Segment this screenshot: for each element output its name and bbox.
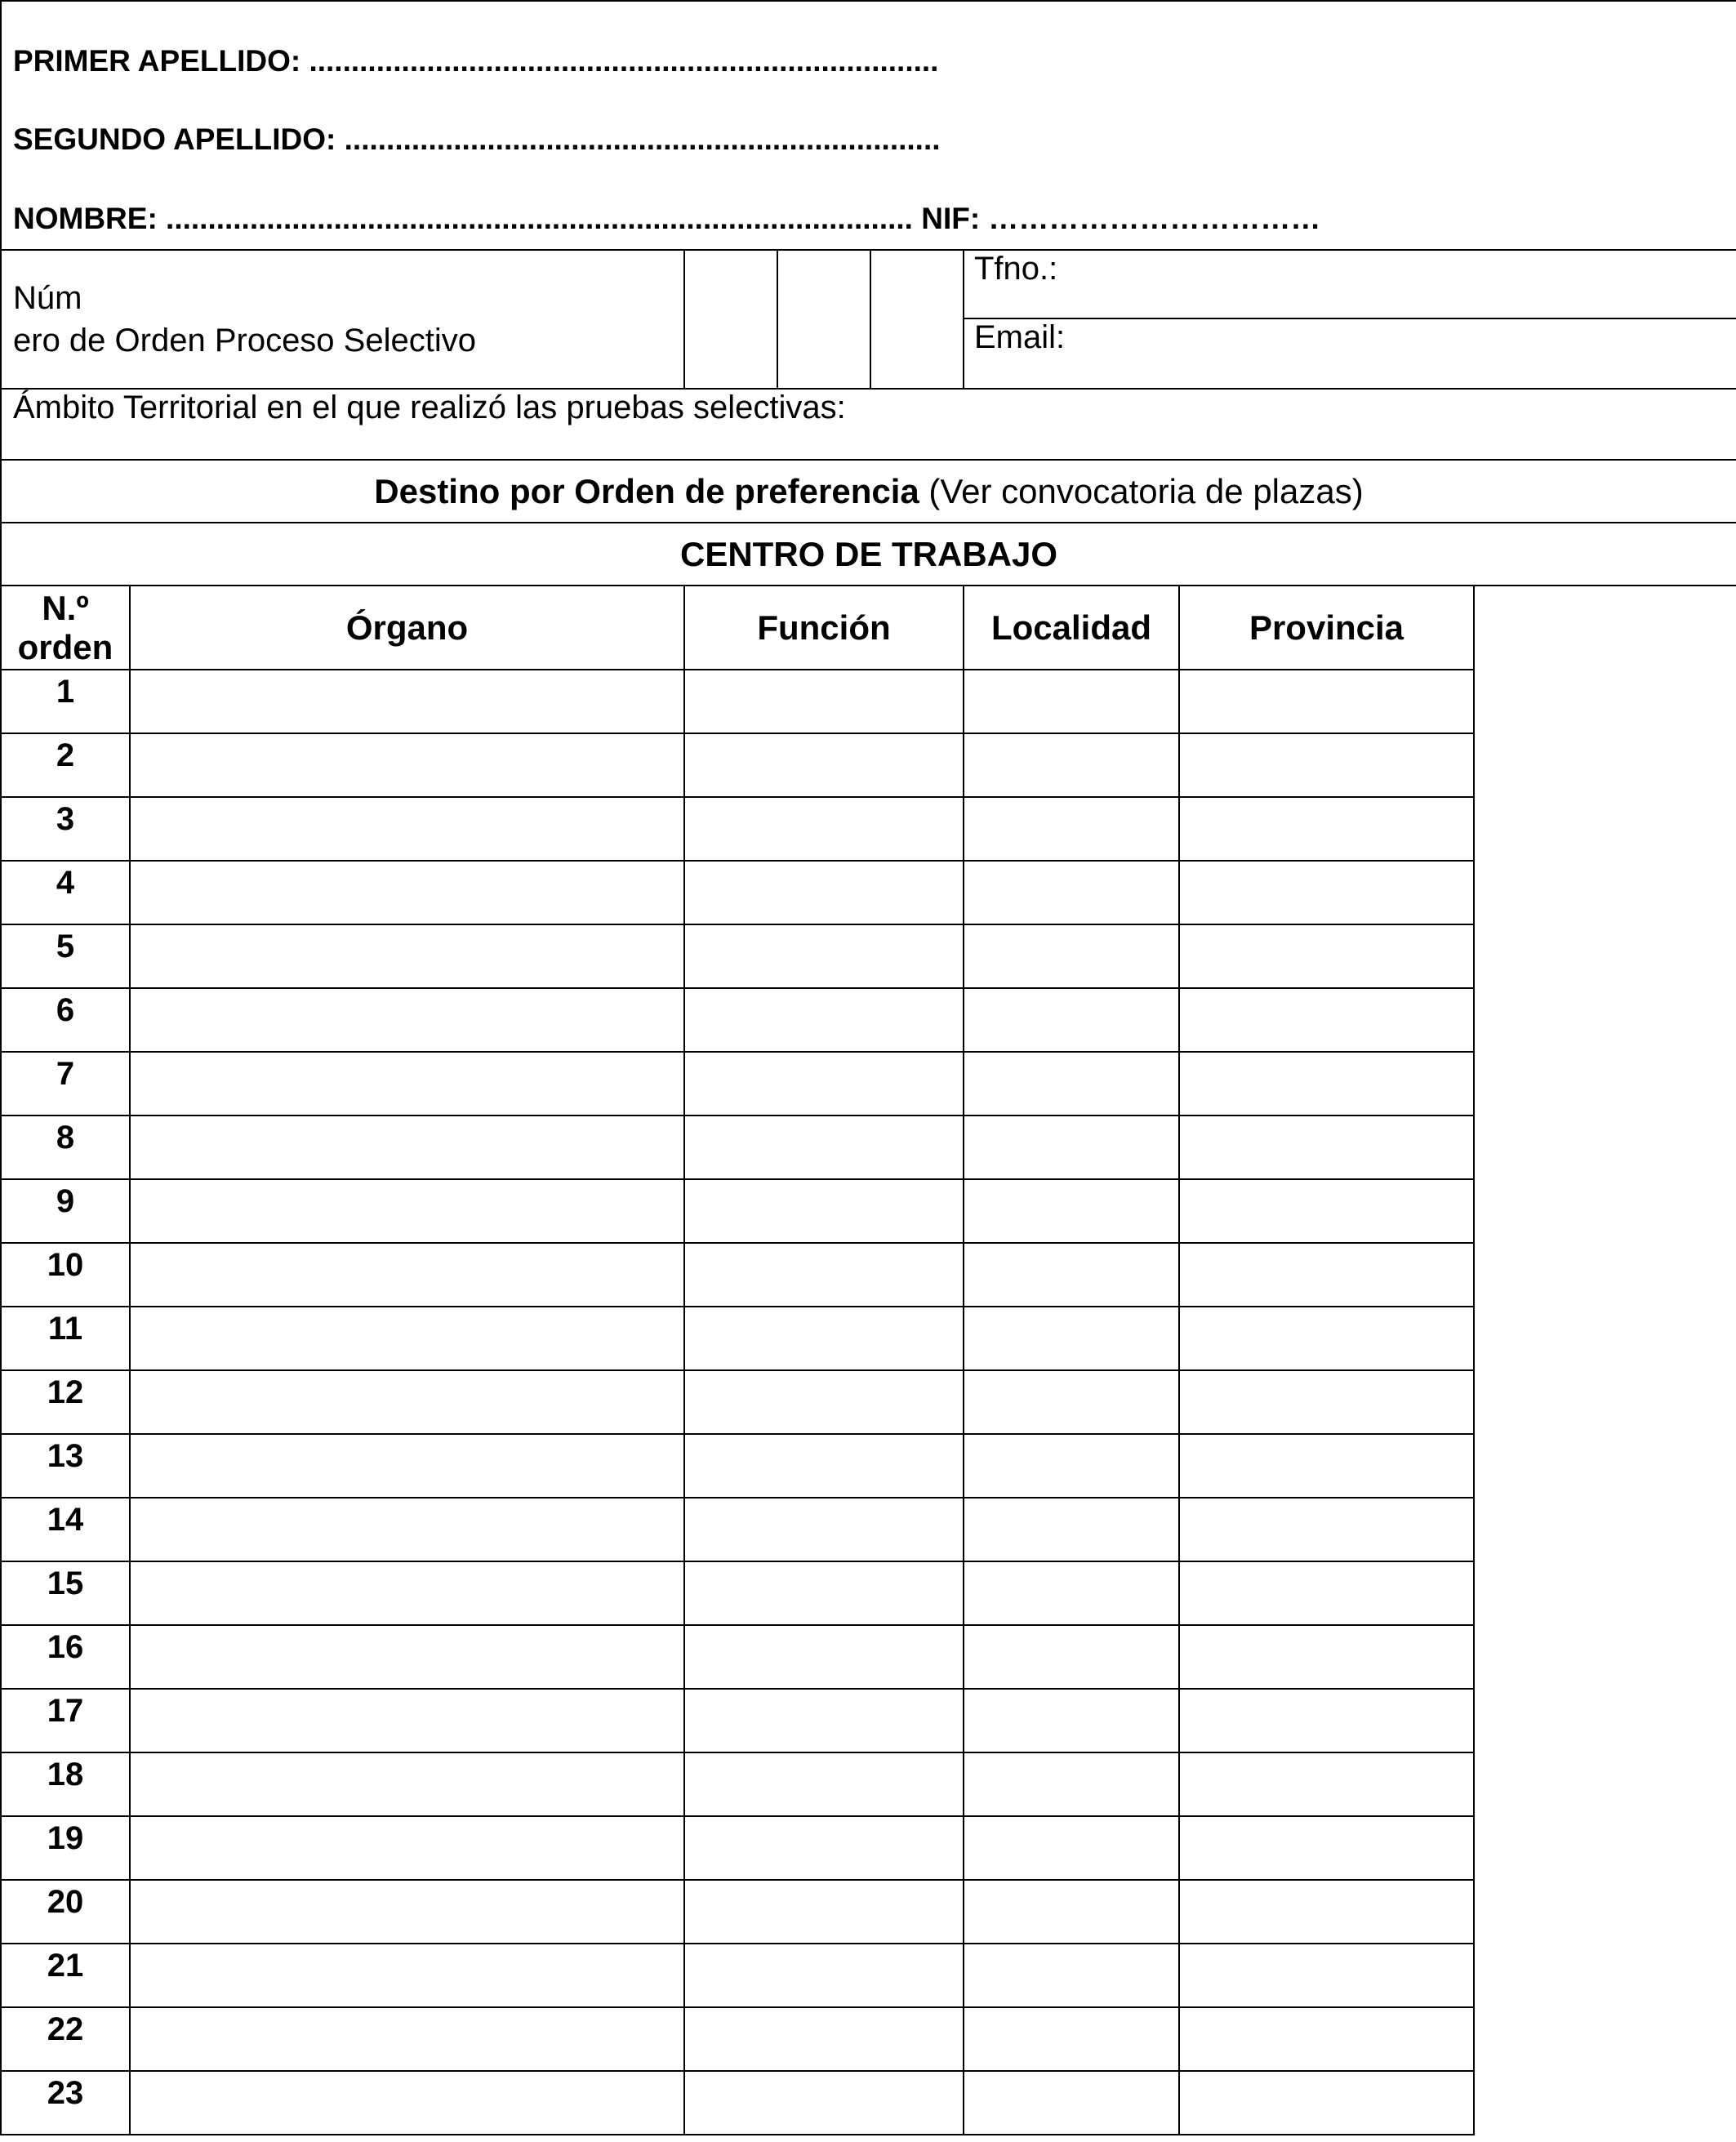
localidad-cell[interactable] [964, 1116, 1179, 1179]
provincia-cell[interactable] [1179, 670, 1474, 733]
funcion-cell[interactable] [684, 1880, 964, 1944]
row-number: 13 [1, 1434, 130, 1498]
row-number: 1 [1, 670, 130, 733]
table-row [1, 1689, 1736, 1752]
organo-cell[interactable] [130, 1434, 684, 1498]
funcion-cell[interactable] [684, 1370, 964, 1434]
funcion-cell[interactable] [684, 924, 964, 988]
orden-label-line1: Núm [13, 280, 82, 316]
row-number: 15 [1, 1561, 130, 1625]
localidad-cell[interactable] [964, 1944, 1179, 2007]
table-row [1, 733, 1736, 797]
table-row [1, 1561, 1736, 1625]
provincia-cell[interactable] [1179, 1307, 1474, 1370]
segundo-apellido-field[interactable]: SEGUNDO APELLIDO: ....................................................................... [13, 122, 941, 156]
personal-data-section [1, 1, 1736, 250]
provincia-cell[interactable] [1179, 1052, 1474, 1116]
row-number: 6 [1, 988, 130, 1052]
table-row [1, 861, 1736, 924]
localidad-cell[interactable] [964, 1498, 1179, 1561]
organo-cell[interactable] [130, 1116, 684, 1179]
table-row [1, 1243, 1736, 1307]
funcion-cell[interactable] [684, 1179, 964, 1243]
orden-label-line2: ero de Orden Proceso Selectivo [13, 323, 476, 358]
row-number: 23 [1, 2071, 130, 2135]
header-organo: Órgano [130, 586, 684, 670]
email-label: Email: [974, 319, 1066, 355]
header-funcion: Función [684, 586, 964, 670]
provincia-cell[interactable] [1179, 1561, 1474, 1625]
organo-cell[interactable] [130, 2007, 684, 2071]
table-row [1, 2007, 1736, 2071]
provincia-cell[interactable] [1179, 1434, 1474, 1498]
row-number: 17 [1, 1689, 130, 1752]
organo-cell[interactable] [130, 1307, 684, 1370]
organo-cell[interactable] [130, 1561, 684, 1625]
organo-cell[interactable] [130, 1052, 684, 1116]
row-number: 4 [1, 861, 130, 924]
table-row [1, 1944, 1736, 2007]
provincia-cell[interactable] [1179, 1625, 1474, 1689]
table-row [1, 1434, 1736, 1498]
destino-title [1, 460, 1736, 523]
header-orden-line1: N.º [42, 588, 89, 627]
row-number: 14 [1, 1498, 130, 1561]
organo-cell[interactable] [130, 670, 684, 733]
funcion-cell[interactable] [684, 988, 964, 1052]
organo-cell[interactable] [130, 733, 684, 797]
localidad-cell[interactable] [964, 1243, 1179, 1307]
provincia-cell[interactable] [1179, 1116, 1474, 1179]
funcion-cell[interactable] [684, 1116, 964, 1179]
provincia-cell[interactable] [1179, 1816, 1474, 1880]
funcion-cell[interactable] [684, 1307, 964, 1370]
table-row [1, 924, 1736, 988]
provincia-cell[interactable] [1179, 924, 1474, 988]
organo-cell[interactable] [130, 1816, 684, 1880]
provincia-cell[interactable] [1179, 1179, 1474, 1243]
provincia-cell[interactable] [1179, 1752, 1474, 1816]
organo-cell[interactable] [130, 1880, 684, 1944]
provincia-cell[interactable] [1179, 1243, 1474, 1307]
table-row [1, 988, 1736, 1052]
row-number: 7 [1, 1052, 130, 1116]
localidad-cell[interactable] [964, 1434, 1179, 1498]
funcion-cell[interactable] [684, 861, 964, 924]
organo-cell[interactable] [130, 861, 684, 924]
localidad-cell[interactable] [964, 733, 1179, 797]
row-number: 16 [1, 1625, 130, 1689]
table-row [1, 1880, 1736, 1944]
localidad-cell[interactable] [964, 1179, 1179, 1243]
provincia-cell[interactable] [1179, 1944, 1474, 2007]
row-number: 22 [1, 2007, 130, 2071]
organo-cell[interactable] [130, 1243, 684, 1307]
row-number: 8 [1, 1116, 130, 1179]
localidad-cell[interactable] [964, 1307, 1179, 1370]
row-number: 12 [1, 1370, 130, 1434]
organo-cell[interactable] [130, 2071, 684, 2135]
table-row [1, 797, 1736, 861]
localidad-cell[interactable] [964, 1752, 1179, 1816]
table-row [1, 1816, 1736, 1880]
funcion-cell[interactable] [684, 670, 964, 733]
funcion-cell[interactable] [684, 1243, 964, 1307]
table-row [1, 1052, 1736, 1116]
funcion-cell[interactable] [684, 1625, 964, 1689]
organo-cell[interactable] [130, 1625, 684, 1689]
funcion-cell[interactable] [684, 733, 964, 797]
destino-title-normal: (Ver convocatoria de plazas) [919, 471, 1364, 510]
provincia-cell[interactable] [1179, 2007, 1474, 2071]
tfno-field[interactable] [964, 250, 1736, 318]
localidad-cell[interactable] [964, 1561, 1179, 1625]
row-number: 19 [1, 1816, 130, 1880]
funcion-cell[interactable] [684, 1498, 964, 1561]
preference-rows [1, 670, 1736, 2135]
organo-cell[interactable] [130, 1179, 684, 1243]
funcion-cell[interactable] [684, 1434, 964, 1498]
centro-trabajo-title: CENTRO DE TRABAJO [1, 523, 1736, 586]
organo-cell[interactable] [130, 1498, 684, 1561]
email-field[interactable] [964, 318, 1736, 389]
localidad-cell[interactable] [964, 861, 1179, 924]
table-row [1, 670, 1736, 733]
funcion-cell[interactable] [684, 1816, 964, 1880]
orden-digit-box-1[interactable] [684, 250, 777, 389]
destino-title-bold: Destino por Orden de preferencia [374, 471, 919, 510]
table-row [1, 1370, 1736, 1434]
provincia-cell[interactable] [1179, 1498, 1474, 1561]
tfno-label: Tfno.: [974, 251, 1058, 287]
organo-cell[interactable] [130, 1370, 684, 1434]
row-number: 18 [1, 1752, 130, 1816]
provincia-cell[interactable] [1179, 861, 1474, 924]
row-number: 3 [1, 797, 130, 861]
localidad-cell[interactable] [964, 1816, 1179, 1880]
localidad-cell[interactable] [964, 1689, 1179, 1752]
row-number: 10 [1, 1243, 130, 1307]
row-number: 21 [1, 1944, 130, 2007]
organo-cell[interactable] [130, 924, 684, 988]
localidad-cell[interactable] [964, 1880, 1179, 1944]
provincia-cell[interactable] [1179, 2071, 1474, 2135]
orden-proceso-label [1, 250, 684, 389]
localidad-cell[interactable] [964, 670, 1179, 733]
organo-cell[interactable] [130, 1752, 684, 1816]
provincia-cell[interactable] [1179, 733, 1474, 797]
localidad-cell[interactable] [964, 2071, 1179, 2135]
row-number: 2 [1, 733, 130, 797]
nombre-nif-field[interactable]: NOMBRE: ......................................................................................... NIF: …………………………… [13, 202, 1321, 235]
organo-cell[interactable] [130, 1689, 684, 1752]
row-number: 20 [1, 1880, 130, 1944]
orden-digit-box-2[interactable] [777, 250, 870, 389]
funcion-cell[interactable] [684, 797, 964, 861]
ambito-label: Ámbito Territorial en el que realizó las pruebas selectivas: [13, 390, 846, 425]
table-row [1, 1498, 1736, 1561]
funcion-cell[interactable] [684, 1052, 964, 1116]
provincia-cell[interactable] [1179, 1689, 1474, 1752]
header-orden-line2: orden [17, 627, 114, 666]
provincia-cell[interactable] [1179, 797, 1474, 861]
ambito-territorial-field[interactable] [1, 389, 1736, 460]
provincia-cell[interactable] [1179, 1370, 1474, 1434]
provincia-cell[interactable] [1179, 1880, 1474, 1944]
table-row [1, 1307, 1736, 1370]
organo-cell[interactable] [130, 1944, 684, 2007]
localidad-cell[interactable] [964, 2007, 1179, 2071]
provincia-cell[interactable] [1179, 988, 1474, 1052]
table-row [1, 1752, 1736, 1816]
funcion-cell[interactable] [684, 2007, 964, 2071]
primer-apellido-field[interactable]: PRIMER APELLIDO: ........................................................................... [13, 44, 939, 78]
funcion-cell[interactable] [684, 2071, 964, 2135]
row-number: 9 [1, 1179, 130, 1243]
header-orden [1, 586, 130, 670]
table-row [1, 1179, 1736, 1243]
funcion-cell[interactable] [684, 1689, 964, 1752]
header-localidad: Localidad [964, 586, 1179, 670]
organo-cell[interactable] [130, 797, 684, 861]
localidad-cell[interactable] [964, 1625, 1179, 1689]
organo-cell[interactable] [130, 988, 684, 1052]
table-row [1, 1625, 1736, 1689]
localidad-cell[interactable] [964, 988, 1179, 1052]
funcion-cell[interactable] [684, 1752, 964, 1816]
funcion-cell[interactable] [684, 1561, 964, 1625]
header-provincia: Provincia [1179, 586, 1474, 670]
orden-digit-box-3[interactable] [870, 250, 964, 389]
localidad-cell[interactable] [964, 797, 1179, 861]
funcion-cell[interactable] [684, 1944, 964, 2007]
localidad-cell[interactable] [964, 924, 1179, 988]
localidad-cell[interactable] [964, 1052, 1179, 1116]
localidad-cell[interactable] [964, 1370, 1179, 1434]
row-number: 11 [1, 1307, 130, 1370]
row-number: 5 [1, 924, 130, 988]
table-row [1, 2071, 1736, 2135]
table-row [1, 1116, 1736, 1179]
